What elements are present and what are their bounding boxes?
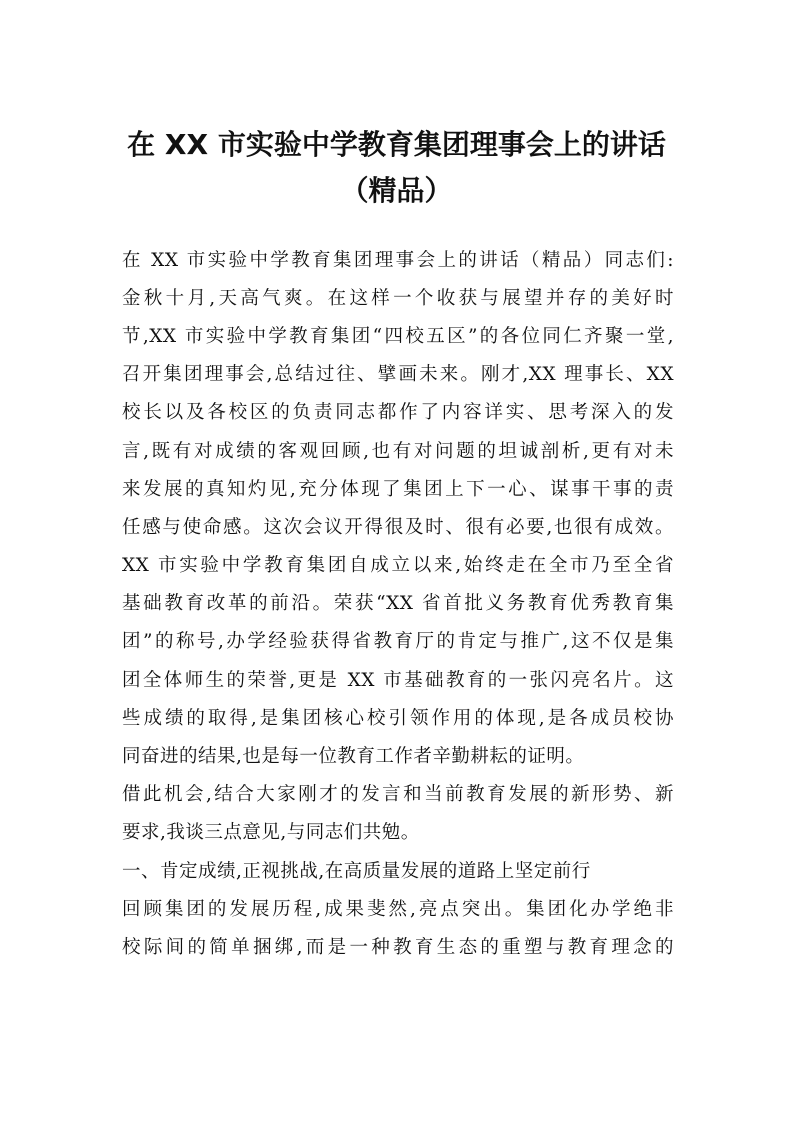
body-line: 团全体师生的荣誉,更是 XX 市基础教育的一张闪亮名片。这 [122, 670, 674, 691]
body-line: 校长以及各校区的负责同志都作了内容详实、思考深入的发 [122, 402, 674, 423]
body-line: 任感与使命感。这次会议开得很及时、很有必要,也很有成效。 [122, 517, 674, 538]
body-line: 言,既有对成绩的客观回顾,也有对问题的坦诚剖析,更有对未 [122, 441, 674, 462]
body-line: 要求,我谈三点意见,与同志们共勉。 [122, 822, 420, 843]
body-line: 来发展的真知灼见,充分体现了集团上下一心、谋事干事的责 [122, 479, 674, 500]
document-title-line-1: 在 XX 市实验中学教育集团理事会上的讲话 [127, 128, 666, 161]
document-title-line-2: （精品） [340, 174, 453, 207]
section-heading: 一、肯定成绩,正视挑战,在高质量发展的道路上坚定前行 [122, 861, 591, 882]
body-line: 节,XX 市实验中学教育集团“四校五区”的各位同仁齐聚一堂, [122, 326, 674, 347]
body-line: 金秋十月,天高气爽。在这样一个收获与展望并存的美好时 [122, 288, 674, 309]
body-line: 团”的称号,办学经验获得省教育厅的肯定与推广,这不仅是集 [122, 631, 674, 652]
body-line: 回顾集团的发展历程,成果斐然,亮点突出。集团化办学绝非 [122, 899, 674, 920]
body-line: 借此机会,结合大家刚才的发言和当前教育发展的新形势、新 [122, 784, 674, 805]
body-line: 些成绩的取得,是集团核心校引领作用的体现,是各成员校协 [122, 708, 674, 729]
body-line: 召开集团理事会,总结过往、擘画未来。刚才,XX 理事长、XX [122, 364, 674, 385]
body-line: 同奋进的结果,也是每一位教育工作者辛勤耕耘的证明。 [122, 746, 585, 767]
body-line: 在 XX 市实验中学教育集团理事会上的讲话（精品）同志们: [122, 250, 674, 271]
body-line: XX 市实验中学教育集团自成立以来,始终走在全市乃至全省 [122, 555, 674, 576]
body-line: 基础教育改革的前沿。荣获“XX 省首批义务教育优秀教育集 [122, 593, 674, 614]
body-line: 校际间的简单捆绑,而是一种教育生态的重塑与教育理念的 [122, 937, 674, 958]
